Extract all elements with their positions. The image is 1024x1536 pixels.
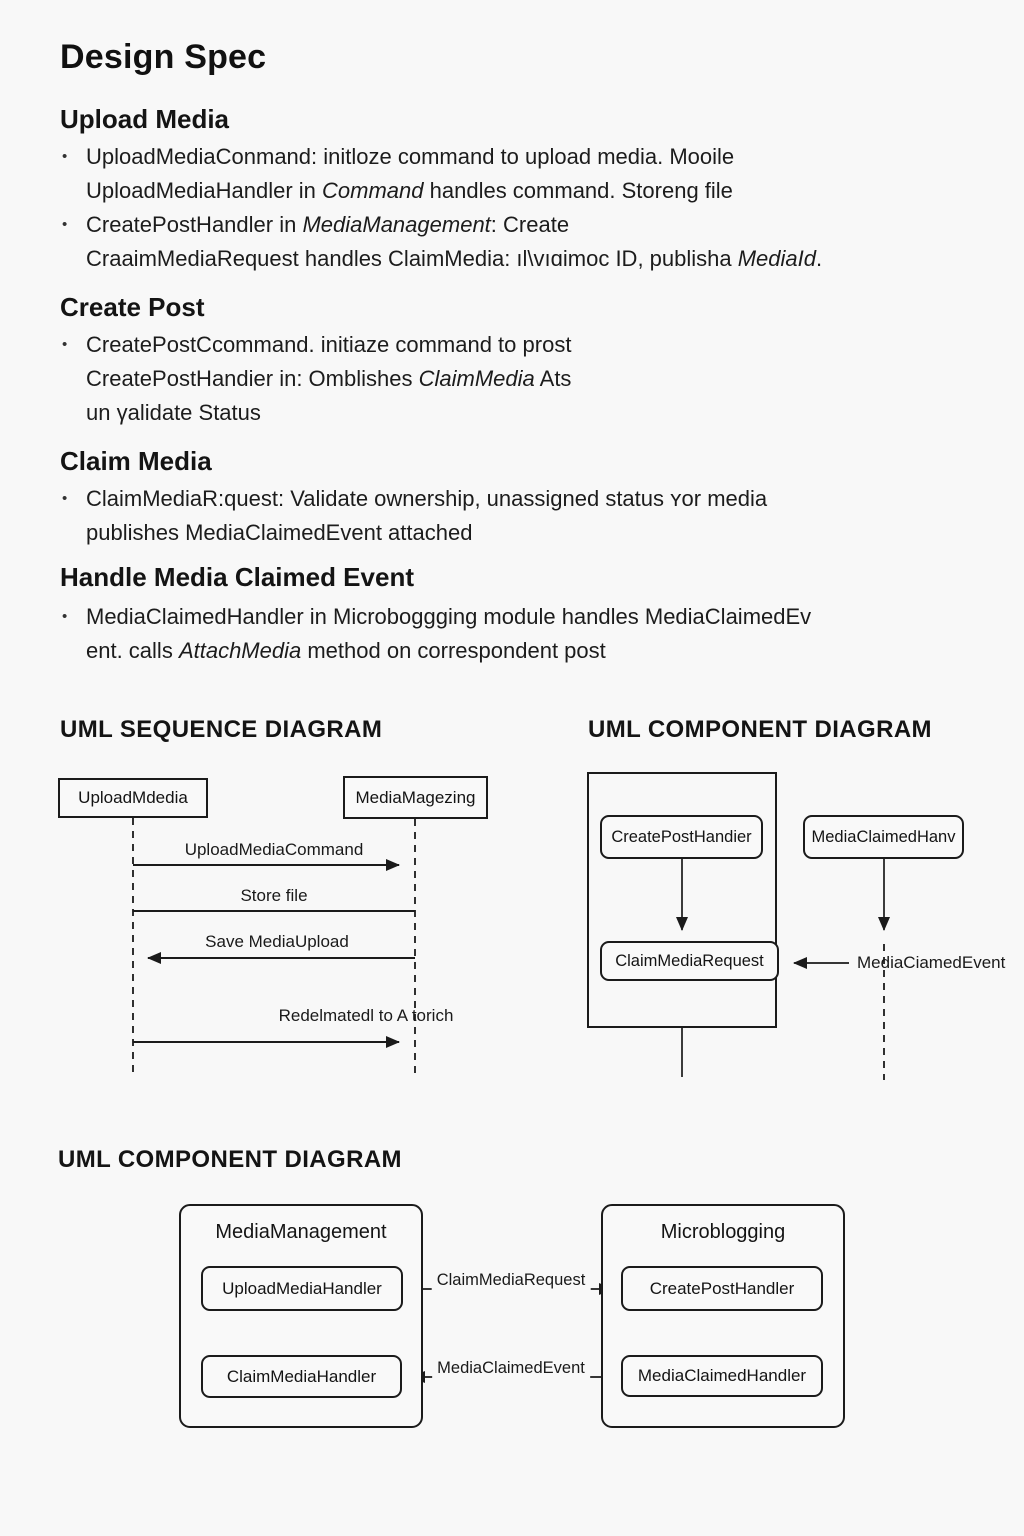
list-item [60, 140, 822, 208]
bullet-line: ClaimMediaR:quest: Validate ownership, unassigned status ʏor media [86, 486, 768, 511]
seq-message-label-savemediaupload: Save MediaUpload [205, 932, 349, 951]
section-heading-handle-media-claimed-event: Handle Media Claimed Event [60, 562, 414, 592]
bullet-line: UploadMediaHandler in Command handles command. Storeng file [86, 178, 733, 203]
component-box-mediaclaimedhandler: MediaClaimedHandler [621, 1355, 823, 1397]
seq-message-label-uploadmediacommand: UploadMediaCommand [184, 840, 364, 859]
arrow-label-mediaclaimedevent: MediaClaimedEvent [432, 1359, 590, 1378]
component-box-claimmediahandler: ClaimMediaHandler [201, 1355, 402, 1398]
bullet-line: UploadMediaConmand: initloze command to upload media. Mooile [86, 144, 735, 169]
bullet-line: CreatePostHandler in MediaManagement: Create [86, 212, 570, 237]
bullet-dot: • [62, 148, 68, 165]
section-bullets-create-post [60, 328, 571, 430]
bullet-line: CraaimMediaRequest handles ClaimMedia: ıl\vıɑimoc ID, publisha MediaId. [86, 246, 823, 271]
section-heading-create-post: Create Post [60, 292, 205, 322]
bullet-line: CreatePostCcommand. initiaze command to prost [86, 332, 572, 357]
bullet-line: MediaClaimedHandler in Microboggging module handles MediaClaimedEv [86, 604, 812, 629]
component-arrow-label-mediaciamedevent: MediaCiamedEvent [857, 953, 1006, 972]
page-title: Design Spec [60, 38, 267, 76]
bullet-line: CreatePostHandier in: Omblishes ClaimMedia Ats [86, 366, 572, 391]
list-item [60, 328, 571, 430]
bullet-dot: • [62, 336, 68, 353]
arrow-label-claimmediarequest: ClaimMediaRequest [432, 1271, 591, 1290]
component-diagram-top-heading: UML COMPONENT DIAGRAM [588, 716, 932, 743]
seq-message-label-redelmated: Redelmatedl to A torich [278, 1006, 454, 1025]
list-item [60, 600, 811, 668]
seq-message-label-store-file: Store file [240, 886, 308, 905]
component-box-createposthandier: CreatePostHandier [600, 815, 763, 859]
section-bullets-claim-media [60, 482, 767, 550]
bullet-line: un γalidate Status [86, 400, 261, 425]
component-box-claimmediarequest: ClaimMediaRequest [600, 941, 779, 981]
sequence-diagram-heading: UML SEQUENCE DIAGRAM [60, 716, 383, 743]
bullet-dot: • [62, 608, 68, 625]
component-diagram-bottom-heading: UML COMPONENT DIAGRAM [58, 1146, 402, 1173]
container-title-microblogging: Microblogging [660, 1221, 786, 1243]
bullet-line: publishes MediaClaimedEvent attached [86, 520, 473, 545]
bullet-dot: • [62, 490, 68, 507]
section-heading-upload-media: Upload Media [60, 104, 230, 134]
seq-actor-mediamagezing: MediaMagezing [343, 776, 488, 819]
seq-actor-uploadmdedia: UploadMdedia [58, 778, 208, 818]
list-item [60, 208, 822, 276]
component-box-mediaclaimedhanv: MediaClaimedHanv [803, 815, 964, 859]
bullet-line: ent. calls AttachMedia method on correspondent post [86, 638, 606, 663]
container-title-mediamanagement: MediaManagement [215, 1221, 387, 1243]
component-box-createposthandler: CreatePostHandler [621, 1266, 823, 1311]
bullet-dot: • [62, 216, 68, 233]
section-bullets-upload-media [60, 140, 822, 276]
list-item [60, 482, 767, 550]
component-box-uploadmediahandler: UploadMediaHandler [201, 1266, 403, 1311]
component-outer-box [587, 772, 777, 1028]
section-bullets-handle-media-claimed-event [60, 600, 811, 668]
section-heading-claim-media: Claim Media [60, 446, 212, 476]
